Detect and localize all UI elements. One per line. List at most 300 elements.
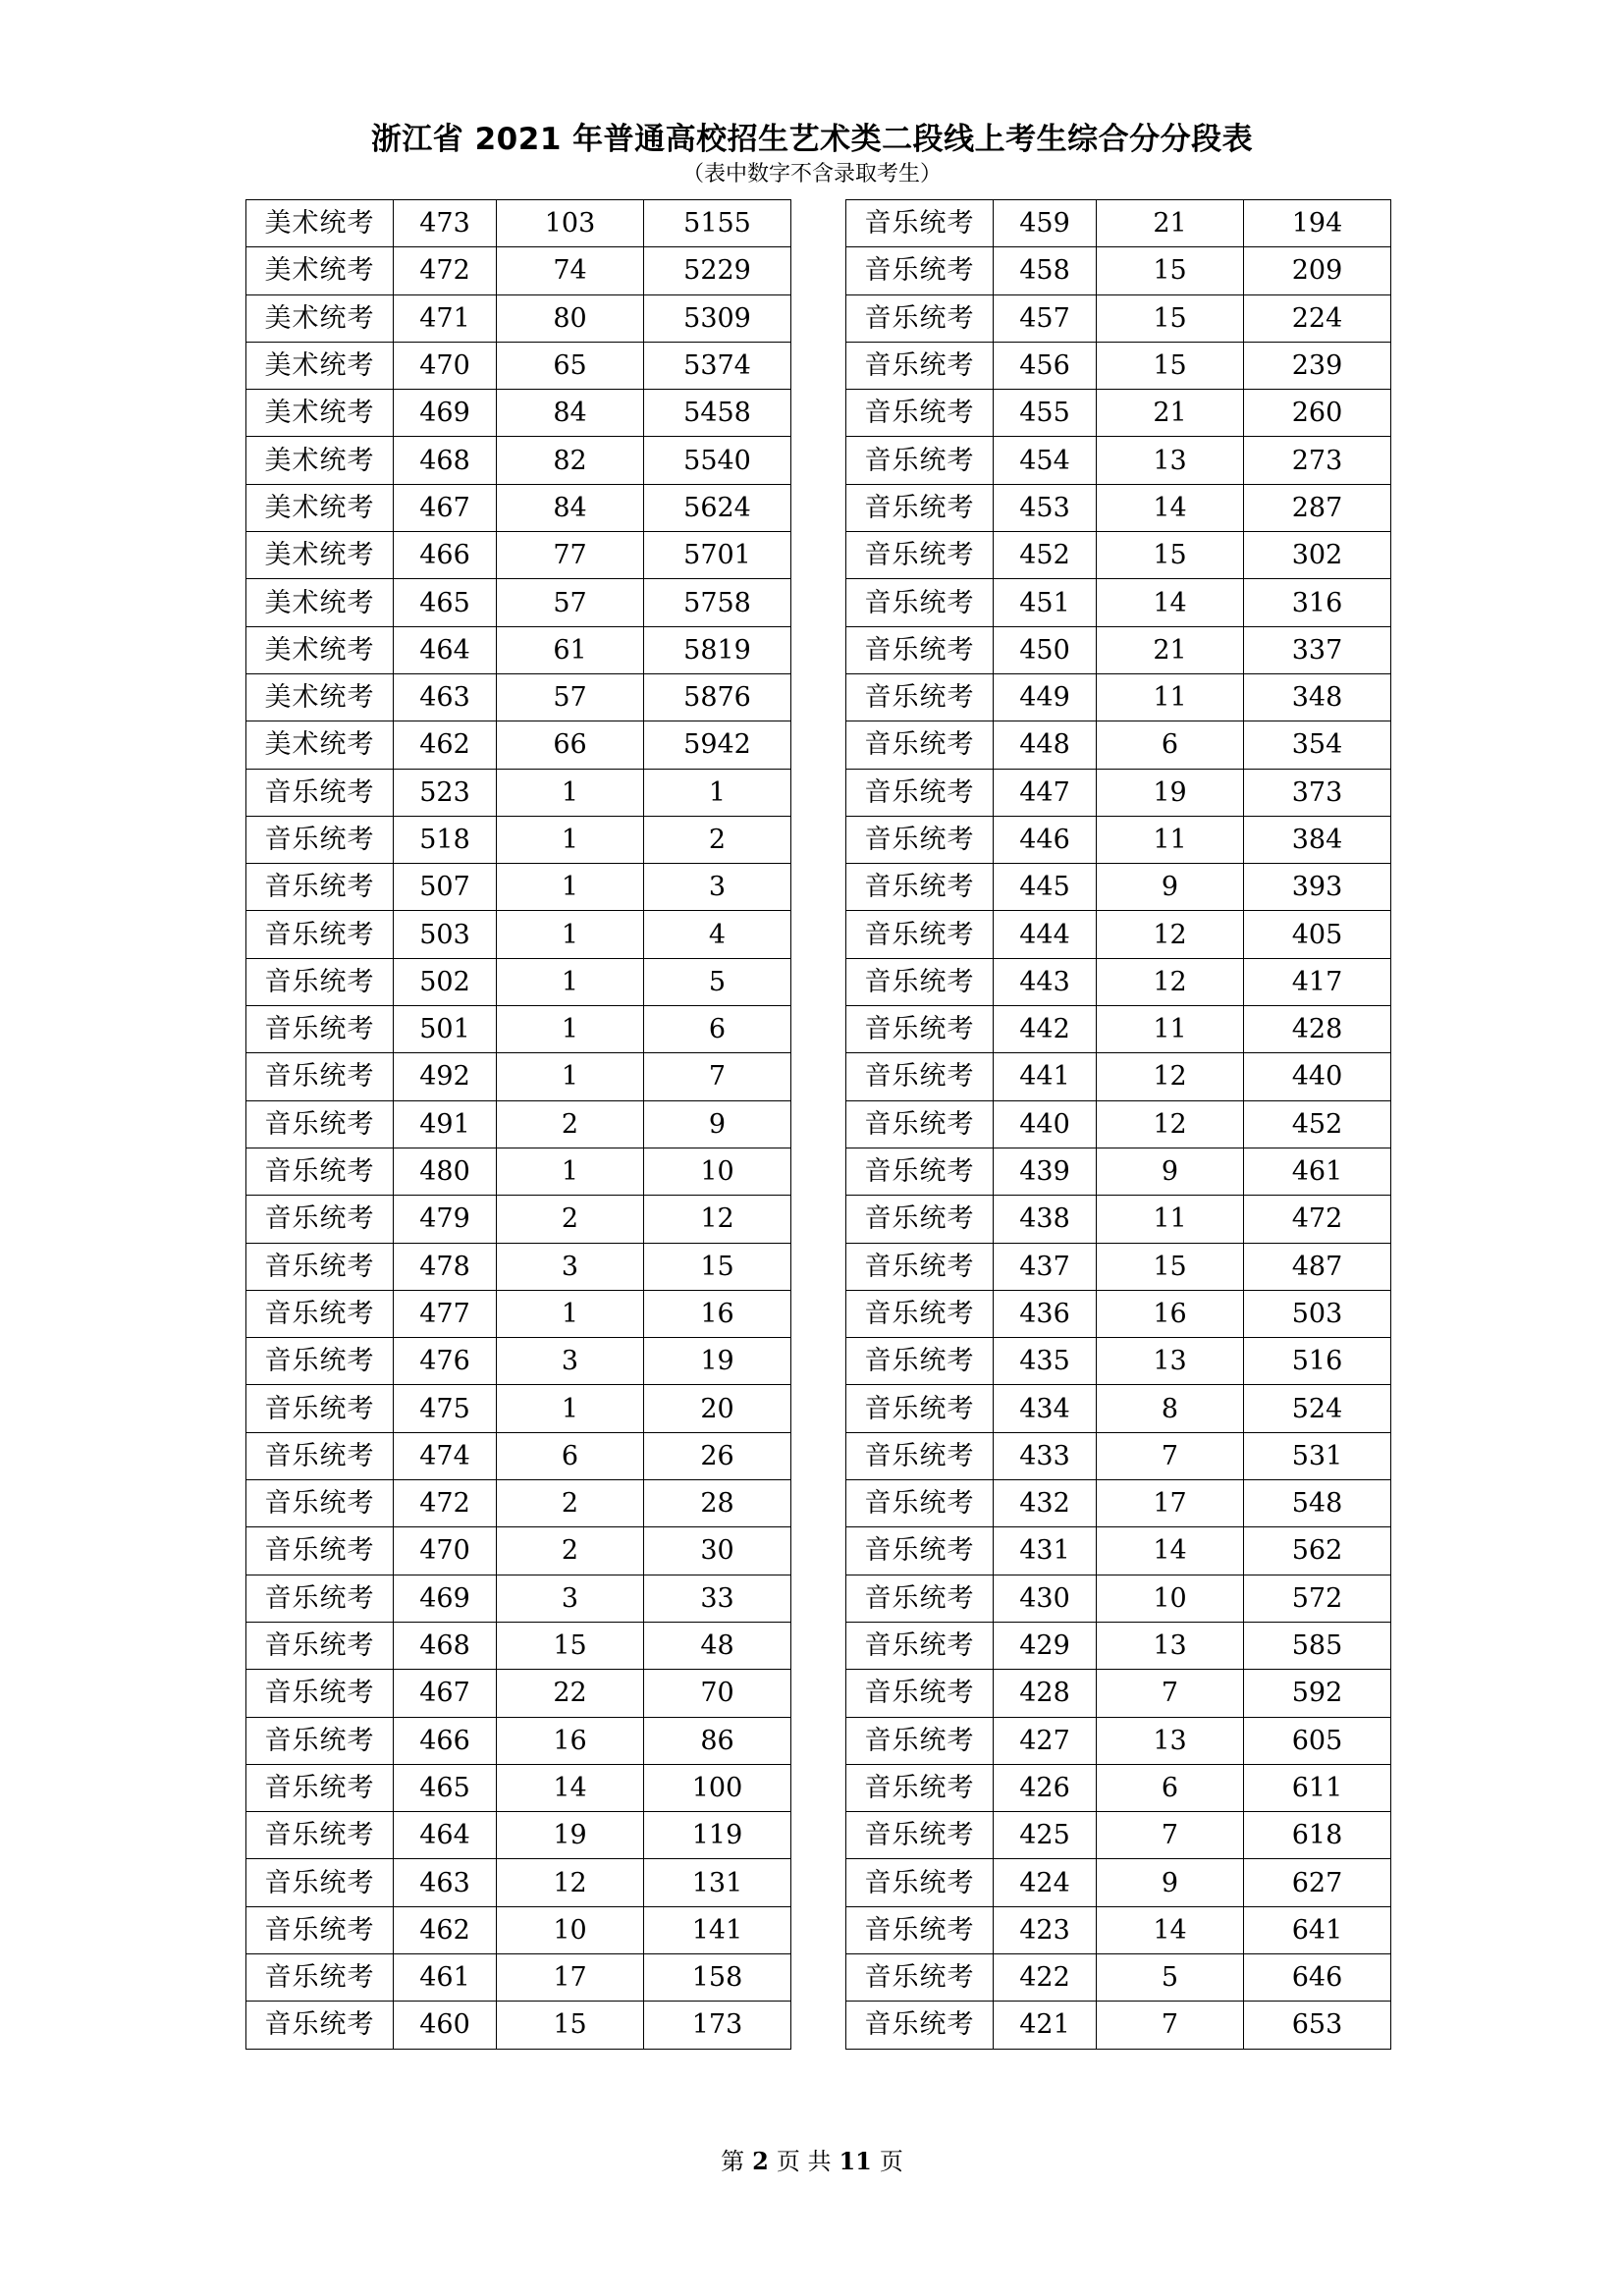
score-cell: 480	[394, 1148, 497, 1195]
table-row	[846, 1622, 1391, 1669]
table-row	[246, 1385, 791, 1432]
cumulative-cell: 5942	[644, 721, 791, 769]
category-cell: 音乐统考	[846, 1717, 994, 1764]
score-cell: 444	[994, 911, 1097, 958]
score-cell: 422	[994, 1953, 1097, 2001]
score-cell: 469	[394, 390, 497, 437]
category-cell: 音乐统考	[846, 958, 994, 1005]
category-cell: 音乐统考	[846, 1480, 994, 1527]
score-cell: 432	[994, 1480, 1097, 1527]
table-row	[846, 1480, 1391, 1527]
category-cell: 音乐统考	[846, 342, 994, 389]
category-cell: 音乐统考	[846, 816, 994, 863]
score-cell: 438	[994, 1196, 1097, 1243]
count-cell: 17	[497, 1953, 644, 2001]
score-cell: 439	[994, 1148, 1097, 1195]
table-row	[846, 1148, 1391, 1195]
table-row	[846, 1575, 1391, 1622]
score-cell: 442	[994, 1006, 1097, 1053]
score-cell: 451	[994, 579, 1097, 626]
score-cell: 463	[394, 673, 497, 721]
score-cell: 424	[994, 1859, 1097, 1906]
score-cell: 467	[394, 484, 497, 531]
category-cell: 音乐统考	[846, 1385, 994, 1432]
table-row	[846, 1764, 1391, 1811]
cumulative-cell: 30	[644, 1527, 791, 1575]
score-cell: 452	[994, 532, 1097, 579]
footer-page-number: 2	[752, 2147, 769, 2175]
score-cell: 454	[994, 437, 1097, 484]
score-cell: 518	[394, 816, 497, 863]
cumulative-cell: 273	[1244, 437, 1391, 484]
count-cell: 61	[497, 626, 644, 673]
category-cell: 音乐统考	[246, 1575, 394, 1622]
category-cell: 音乐统考	[246, 816, 394, 863]
category-cell: 音乐统考	[246, 864, 394, 911]
category-cell: 音乐统考	[846, 1338, 994, 1385]
count-cell: 6	[497, 1432, 644, 1479]
cumulative-cell: 239	[1244, 342, 1391, 389]
count-cell: 7	[1097, 2002, 1244, 2049]
count-cell: 74	[497, 247, 644, 294]
footer-suffix: 页	[879, 2148, 903, 2175]
score-cell: 468	[394, 437, 497, 484]
score-cell: 467	[394, 1670, 497, 1717]
cumulative-cell: 562	[1244, 1527, 1391, 1575]
score-cell: 443	[994, 958, 1097, 1005]
cumulative-cell: 572	[1244, 1575, 1391, 1622]
category-cell: 音乐统考	[246, 1196, 394, 1243]
table-row	[846, 390, 1391, 437]
category-cell: 美术统考	[246, 579, 394, 626]
table-row	[246, 1859, 791, 1906]
cumulative-cell: 592	[1244, 1670, 1391, 1717]
category-cell: 音乐统考	[246, 1953, 394, 2001]
table-row	[846, 1243, 1391, 1290]
category-cell: 美术统考	[246, 342, 394, 389]
category-cell: 音乐统考	[846, 1148, 994, 1195]
count-cell: 7	[1097, 1432, 1244, 1479]
cumulative-cell: 393	[1244, 864, 1391, 911]
cumulative-cell: 516	[1244, 1338, 1391, 1385]
count-cell: 21	[1097, 390, 1244, 437]
score-cell: 449	[994, 673, 1097, 721]
count-cell: 57	[497, 673, 644, 721]
table-row	[246, 1480, 791, 1527]
cumulative-cell: 354	[1244, 721, 1391, 769]
table-row	[246, 1290, 791, 1337]
count-cell: 14	[1097, 1906, 1244, 1953]
cumulative-cell: 28	[644, 1480, 791, 1527]
category-cell: 音乐统考	[846, 1575, 994, 1622]
table-row	[846, 1100, 1391, 1148]
score-table-right	[845, 199, 1391, 2050]
count-cell: 57	[497, 579, 644, 626]
count-cell: 6	[1097, 721, 1244, 769]
category-cell: 音乐统考	[246, 1812, 394, 1859]
category-cell: 美术统考	[246, 294, 394, 342]
category-cell: 音乐统考	[846, 1859, 994, 1906]
table-row	[246, 484, 791, 531]
score-cell: 447	[994, 769, 1097, 816]
cumulative-cell: 5155	[644, 200, 791, 247]
score-cell: 453	[994, 484, 1097, 531]
category-cell: 音乐统考	[846, 864, 994, 911]
score-cell: 491	[394, 1100, 497, 1148]
score-cell: 464	[394, 1812, 497, 1859]
table-row	[246, 673, 791, 721]
score-cell: 478	[394, 1243, 497, 1290]
count-cell: 9	[1097, 1148, 1244, 1195]
score-cell: 459	[994, 200, 1097, 247]
cumulative-cell: 131	[644, 1859, 791, 1906]
score-cell: 462	[394, 1906, 497, 1953]
cumulative-cell: 611	[1244, 1764, 1391, 1811]
cumulative-cell: 12	[644, 1196, 791, 1243]
cumulative-cell: 86	[644, 1717, 791, 1764]
score-cell: 425	[994, 1812, 1097, 1859]
count-cell: 16	[497, 1717, 644, 1764]
count-cell: 3	[497, 1575, 644, 1622]
count-cell: 16	[1097, 1290, 1244, 1337]
footer-total-pages: 11	[839, 2147, 872, 2175]
category-cell: 美术统考	[246, 626, 394, 673]
table-row	[846, 769, 1391, 816]
category-cell: 音乐统考	[246, 1148, 394, 1195]
category-cell: 音乐统考	[246, 1622, 394, 1669]
count-cell: 19	[1097, 769, 1244, 816]
category-cell: 音乐统考	[246, 911, 394, 958]
cumulative-cell: 9	[644, 1100, 791, 1148]
cumulative-cell: 3	[644, 864, 791, 911]
count-cell: 13	[1097, 437, 1244, 484]
cumulative-cell: 472	[1244, 1196, 1391, 1243]
count-cell: 11	[1097, 816, 1244, 863]
table-row	[846, 1385, 1391, 1432]
count-cell: 21	[1097, 200, 1244, 247]
table-row	[246, 864, 791, 911]
score-cell: 473	[394, 200, 497, 247]
cumulative-cell: 70	[644, 1670, 791, 1717]
category-cell: 音乐统考	[246, 1338, 394, 1385]
count-cell: 13	[1097, 1622, 1244, 1669]
category-cell: 音乐统考	[846, 1053, 994, 1100]
cumulative-cell: 4	[644, 911, 791, 958]
cumulative-cell: 158	[644, 1953, 791, 2001]
count-cell: 2	[497, 1100, 644, 1148]
score-cell: 429	[994, 1622, 1097, 1669]
category-cell: 音乐统考	[846, 1812, 994, 1859]
table-row	[246, 1053, 791, 1100]
score-cell: 446	[994, 816, 1097, 863]
category-cell: 音乐统考	[846, 1670, 994, 1717]
table-row	[246, 626, 791, 673]
cumulative-cell: 5701	[644, 532, 791, 579]
score-table-left	[245, 199, 791, 2050]
score-cell: 426	[994, 1764, 1097, 1811]
count-cell: 2	[497, 1196, 644, 1243]
table-row	[246, 1432, 791, 1479]
table-row	[246, 816, 791, 863]
cumulative-cell: 373	[1244, 769, 1391, 816]
page-footer	[0, 2147, 1624, 2176]
count-cell: 6	[1097, 1764, 1244, 1811]
table-row	[246, 1953, 791, 2001]
count-cell: 82	[497, 437, 644, 484]
table-row	[246, 1100, 791, 1148]
table-row	[846, 1812, 1391, 1859]
cumulative-cell: 5309	[644, 294, 791, 342]
cumulative-cell: 224	[1244, 294, 1391, 342]
cumulative-cell: 7	[644, 1053, 791, 1100]
cumulative-cell: 2	[644, 816, 791, 863]
cumulative-cell: 5540	[644, 437, 791, 484]
table-row	[246, 294, 791, 342]
count-cell: 1	[497, 911, 644, 958]
score-cell: 427	[994, 1717, 1097, 1764]
table-row	[246, 1812, 791, 1859]
score-cell: 476	[394, 1338, 497, 1385]
score-cell: 460	[394, 2002, 497, 2049]
score-cell: 523	[394, 769, 497, 816]
category-cell: 音乐统考	[846, 1243, 994, 1290]
table-row	[246, 1622, 791, 1669]
count-cell: 14	[497, 1764, 644, 1811]
footer-mid: 页 共	[776, 2148, 832, 2175]
count-cell: 10	[1097, 1575, 1244, 1622]
cumulative-cell: 100	[644, 1764, 791, 1811]
category-cell: 音乐统考	[246, 1717, 394, 1764]
category-cell: 音乐统考	[846, 532, 994, 579]
cumulative-cell: 417	[1244, 958, 1391, 1005]
page-title: 浙江省 2021 年普通高校招生艺术类二段线上考生综合分分段表	[370, 122, 1254, 157]
score-cell: 433	[994, 1432, 1097, 1479]
score-cell: 455	[994, 390, 1097, 437]
score-cell: 461	[394, 1953, 497, 2001]
table-row	[846, 579, 1391, 626]
count-cell: 1	[497, 1053, 644, 1100]
score-cell: 503	[394, 911, 497, 958]
cumulative-cell: 5624	[644, 484, 791, 531]
score-cell: 492	[394, 1053, 497, 1100]
cumulative-cell: 6	[644, 1006, 791, 1053]
count-cell: 1	[497, 1385, 644, 1432]
table-row	[246, 390, 791, 437]
table-row	[246, 1670, 791, 1717]
score-cell: 501	[394, 1006, 497, 1053]
table-row	[846, 1670, 1391, 1717]
category-cell: 音乐统考	[846, 579, 994, 626]
cumulative-cell: 5758	[644, 579, 791, 626]
count-cell: 1	[497, 1290, 644, 1337]
score-cell: 464	[394, 626, 497, 673]
count-cell: 3	[497, 1338, 644, 1385]
count-cell: 80	[497, 294, 644, 342]
category-cell: 音乐统考	[246, 1906, 394, 1953]
table-row	[846, 247, 1391, 294]
category-cell: 音乐统考	[246, 1100, 394, 1148]
category-cell: 音乐统考	[846, 1100, 994, 1148]
score-cell: 441	[994, 1053, 1097, 1100]
count-cell: 19	[497, 1812, 644, 1859]
table-row	[846, 342, 1391, 389]
count-cell: 15	[1097, 294, 1244, 342]
score-cell: 436	[994, 1290, 1097, 1337]
table-row	[846, 1432, 1391, 1479]
count-cell: 84	[497, 484, 644, 531]
count-cell: 103	[497, 200, 644, 247]
cumulative-cell: 461	[1244, 1148, 1391, 1195]
table-row	[246, 1338, 791, 1385]
table-row	[846, 958, 1391, 1005]
table-row	[246, 1527, 791, 1575]
category-cell: 音乐统考	[846, 2002, 994, 2049]
count-cell: 5	[1097, 1953, 1244, 2001]
category-cell: 音乐统考	[246, 1527, 394, 1575]
category-cell: 美术统考	[246, 721, 394, 769]
cumulative-cell: 19	[644, 1338, 791, 1385]
table-row	[246, 911, 791, 958]
score-cell: 462	[394, 721, 497, 769]
table-row	[246, 1243, 791, 1290]
category-cell: 音乐统考	[246, 2002, 394, 2049]
cumulative-cell: 384	[1244, 816, 1391, 863]
count-cell: 21	[1097, 626, 1244, 673]
table-row	[246, 1764, 791, 1811]
table-row	[846, 1053, 1391, 1100]
count-cell: 3	[497, 1243, 644, 1290]
table-row	[246, 200, 791, 247]
table-row	[246, 1006, 791, 1053]
cumulative-cell: 531	[1244, 1432, 1391, 1479]
cumulative-cell: 15	[644, 1243, 791, 1290]
cumulative-cell: 440	[1244, 1053, 1391, 1100]
category-cell: 音乐统考	[246, 1670, 394, 1717]
cumulative-cell: 605	[1244, 1717, 1391, 1764]
count-cell: 7	[1097, 1670, 1244, 1717]
category-cell: 音乐统考	[246, 1243, 394, 1290]
category-cell: 音乐统考	[846, 390, 994, 437]
score-cell: 475	[394, 1385, 497, 1432]
cumulative-cell: 5876	[644, 673, 791, 721]
table-row	[846, 1338, 1391, 1385]
score-cell: 421	[994, 2002, 1097, 2049]
category-cell: 音乐统考	[246, 1859, 394, 1906]
score-cell: 477	[394, 1290, 497, 1337]
count-cell: 11	[1097, 1196, 1244, 1243]
category-cell: 音乐统考	[846, 1906, 994, 1953]
cumulative-cell: 20	[644, 1385, 791, 1432]
count-cell: 14	[1097, 1527, 1244, 1575]
table-row	[846, 626, 1391, 673]
cumulative-cell: 16	[644, 1290, 791, 1337]
category-cell: 音乐统考	[846, 200, 994, 247]
score-cell: 458	[994, 247, 1097, 294]
score-cell: 502	[394, 958, 497, 1005]
score-cell: 450	[994, 626, 1097, 673]
count-cell: 13	[1097, 1338, 1244, 1385]
category-cell: 美术统考	[246, 532, 394, 579]
count-cell: 13	[1097, 1717, 1244, 1764]
count-cell: 66	[497, 721, 644, 769]
table-row	[846, 673, 1391, 721]
table-row	[846, 532, 1391, 579]
cumulative-cell: 287	[1244, 484, 1391, 531]
cumulative-cell: 548	[1244, 1480, 1391, 1527]
category-cell: 音乐统考	[246, 1290, 394, 1337]
category-cell: 音乐统考	[246, 1432, 394, 1479]
category-cell: 音乐统考	[846, 1527, 994, 1575]
count-cell: 8	[1097, 1385, 1244, 1432]
table-row	[246, 437, 791, 484]
count-cell: 15	[1097, 532, 1244, 579]
table-row	[846, 437, 1391, 484]
count-cell: 10	[497, 1906, 644, 1953]
count-cell: 22	[497, 1670, 644, 1717]
category-cell: 音乐统考	[846, 721, 994, 769]
category-cell: 音乐统考	[846, 437, 994, 484]
count-cell: 1	[497, 864, 644, 911]
score-cell: 465	[394, 1764, 497, 1811]
score-cell: 465	[394, 579, 497, 626]
table-row	[246, 247, 791, 294]
score-cell: 434	[994, 1385, 1097, 1432]
count-cell: 15	[1097, 342, 1244, 389]
score-cell: 463	[394, 1859, 497, 1906]
score-cell: 466	[394, 532, 497, 579]
cumulative-cell: 503	[1244, 1290, 1391, 1337]
table-row	[246, 2002, 791, 2049]
count-cell: 14	[1097, 579, 1244, 626]
table-row	[846, 1906, 1391, 1953]
score-cell: 466	[394, 1717, 497, 1764]
count-cell: 84	[497, 390, 644, 437]
table-row	[846, 864, 1391, 911]
score-cell: 440	[994, 1100, 1097, 1148]
table-row	[246, 958, 791, 1005]
cumulative-cell: 641	[1244, 1906, 1391, 1953]
cumulative-cell: 5374	[644, 342, 791, 389]
cumulative-cell: 405	[1244, 911, 1391, 958]
table-row	[246, 1196, 791, 1243]
category-cell: 音乐统考	[846, 1196, 994, 1243]
count-cell: 12	[1097, 958, 1244, 1005]
count-cell: 7	[1097, 1812, 1244, 1859]
table-row	[246, 342, 791, 389]
category-cell: 音乐统考	[246, 958, 394, 1005]
table-row	[846, 1859, 1391, 1906]
score-cell: 470	[394, 1527, 497, 1575]
count-cell: 12	[1097, 1053, 1244, 1100]
category-cell: 美术统考	[246, 484, 394, 531]
category-cell: 音乐统考	[846, 294, 994, 342]
page-subtitle: （表中数字不含录取考生）	[681, 162, 942, 187]
score-cell: 472	[394, 247, 497, 294]
category-cell: 音乐统考	[246, 1385, 394, 1432]
cumulative-cell: 452	[1244, 1100, 1391, 1148]
score-cell: 470	[394, 342, 497, 389]
category-cell: 音乐统考	[846, 769, 994, 816]
cumulative-cell: 173	[644, 2002, 791, 2049]
cumulative-cell: 33	[644, 1575, 791, 1622]
category-cell: 音乐统考	[246, 769, 394, 816]
table-row	[846, 294, 1391, 342]
cumulative-cell: 524	[1244, 1385, 1391, 1432]
category-cell: 美术统考	[246, 200, 394, 247]
category-cell: 音乐统考	[246, 1480, 394, 1527]
score-cell: 430	[994, 1575, 1097, 1622]
table-row	[846, 1290, 1391, 1337]
